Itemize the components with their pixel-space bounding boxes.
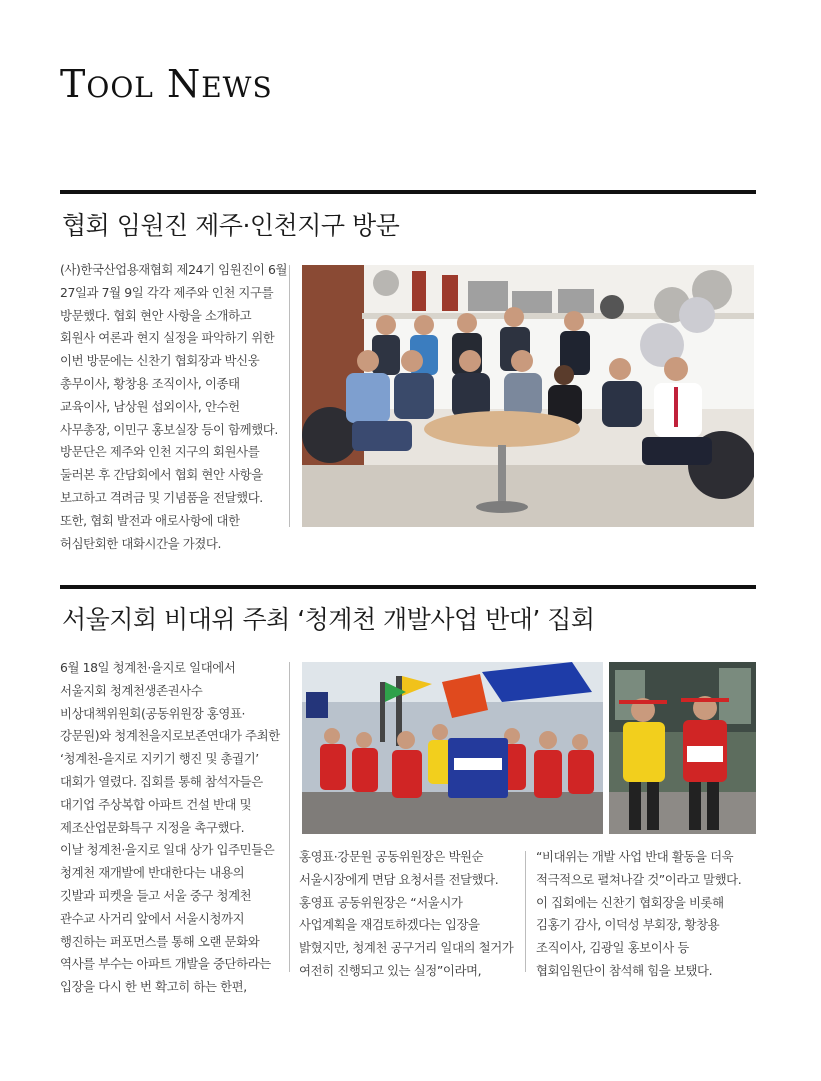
masthead-title: TOOL NEWS xyxy=(60,62,273,106)
text-line: “비대위는 개발 사업 반대 활동을 더욱 xyxy=(536,849,734,864)
text-line: 홍영표 공동위원장은 “서울시가 xyxy=(299,894,463,910)
article1-photo-meeting xyxy=(302,265,754,527)
text-line: 입장을 다시 한 번 확고히 하는 한편, xyxy=(60,979,247,995)
text-line: 사무총장, 이민구 홍보실장 등이 함께했다. xyxy=(60,421,278,437)
article2-photo-leaders xyxy=(609,662,756,834)
text-line: ‘청계천-을지로 지키기 행진 및 총궐기’ xyxy=(60,751,259,767)
text-line: 방문했다. 협회 현안 사항을 소개하고 xyxy=(60,307,252,323)
text-line: 관수교 사거리 앞에서 서울시청까지 xyxy=(60,910,245,926)
text-line: 27일과 7월 9일 각각 제주와 인천 지구를 xyxy=(60,284,274,300)
text-line: 제조산업문화특구 지정을 촉구했다. xyxy=(60,819,245,835)
text-line: 허심탄회한 대화시간을 가졌다. xyxy=(60,535,222,551)
text-line: 비상대책위원회(공동위원장 홍영표· xyxy=(60,705,246,721)
text-line: 또한, 협회 발전과 애로사항에 대한 xyxy=(60,512,240,528)
text-line: 둘러본 후 간담회에서 협회 현안 사항을 xyxy=(60,467,263,483)
column-divider-3 xyxy=(525,851,526,972)
text-line: 김홍기 감사, 이덕성 부회장, 황창용 xyxy=(536,917,720,933)
text-line: 이 집회에는 신찬기 협회장을 비롯해 xyxy=(536,894,724,910)
section-divider-2 xyxy=(60,585,756,589)
text-line: 조직이사, 김광일 홍보이사 등 xyxy=(536,940,689,956)
text-line: 적극적으로 펼쳐나갈 것”이라고 말했다. xyxy=(536,871,742,887)
text-line: 깃발과 피켓을 들고 서울 중구 청계천 xyxy=(60,887,252,903)
text-line: 이날 청계천·을지로 일대 상가 입주민들은 xyxy=(60,842,275,858)
article1-title: 협회 임원진 제주·인천지구 방문 xyxy=(62,211,400,240)
article2-title: 서울지회 비대위 주최 ‘청계천 개발사업 반대’ 집회 xyxy=(62,605,595,634)
text-line: 행진하는 퍼포먼스를 통해 오랜 문화와 xyxy=(60,933,260,949)
text-line: 서울시장에게 면담 요청서를 전달했다. xyxy=(299,871,499,887)
text-line: 홍영표·강문원 공동위원장은 박원순 xyxy=(299,849,484,864)
text-line: 교육이사, 남상원 섭외이사, 안수헌 xyxy=(60,398,240,414)
text-line: 사업계획을 재검토하겠다는 입장을 xyxy=(299,917,480,933)
article1-body xyxy=(60,259,287,555)
text-line: 대회가 열렸다. 집회를 통해 참석자들은 xyxy=(60,773,263,789)
text-line: 역사를 부수는 아파트 개발을 중단하라는 xyxy=(60,956,271,972)
text-line: 방문단은 제주와 인천 지구의 회원사를 xyxy=(60,444,260,460)
text-line: 회원사 여론과 현지 실정을 파악하기 위한 xyxy=(60,330,275,346)
section-divider xyxy=(60,190,756,194)
text-line: 이번 방문에는 신찬기 협회장과 박신웅 xyxy=(60,353,260,369)
article2-body-col3 xyxy=(536,846,741,983)
article2-body-col2 xyxy=(299,846,513,983)
text-line: 강문원)와 청계천을지로보존연대가 주최한 xyxy=(60,728,280,744)
text-line: 총무이사, 황창용 조직이사, 이종태 xyxy=(60,375,240,391)
text-line: 대기업 주상복합 아파트 건설 반대 및 xyxy=(60,796,252,812)
text-line: 협회임원단이 참석해 힘을 보탰다. xyxy=(536,962,713,978)
text-line: (사)한국산업용재협회 제24기 임원진이 6월 xyxy=(60,262,288,277)
article2-body-col1 xyxy=(60,657,280,999)
text-line: 청계천 재개발에 반대한다는 내용의 xyxy=(60,865,245,881)
article2-photo-rally xyxy=(302,662,603,834)
text-line: 밝혔지만, 청계천 공구거리 일대의 철거가 xyxy=(299,940,514,956)
text-line: 서울지회 청계천생존권사수 xyxy=(60,682,203,698)
column-divider xyxy=(289,265,290,527)
text-line: 보고하고 격려금 및 기념품을 전달했다. xyxy=(60,489,263,505)
column-divider-2 xyxy=(289,662,290,972)
text-line: 6월 18일 청계천·을지로 일대에서 xyxy=(60,660,236,675)
text-line: 여전히 진행되고 있는 실정”이라며, xyxy=(299,962,482,978)
